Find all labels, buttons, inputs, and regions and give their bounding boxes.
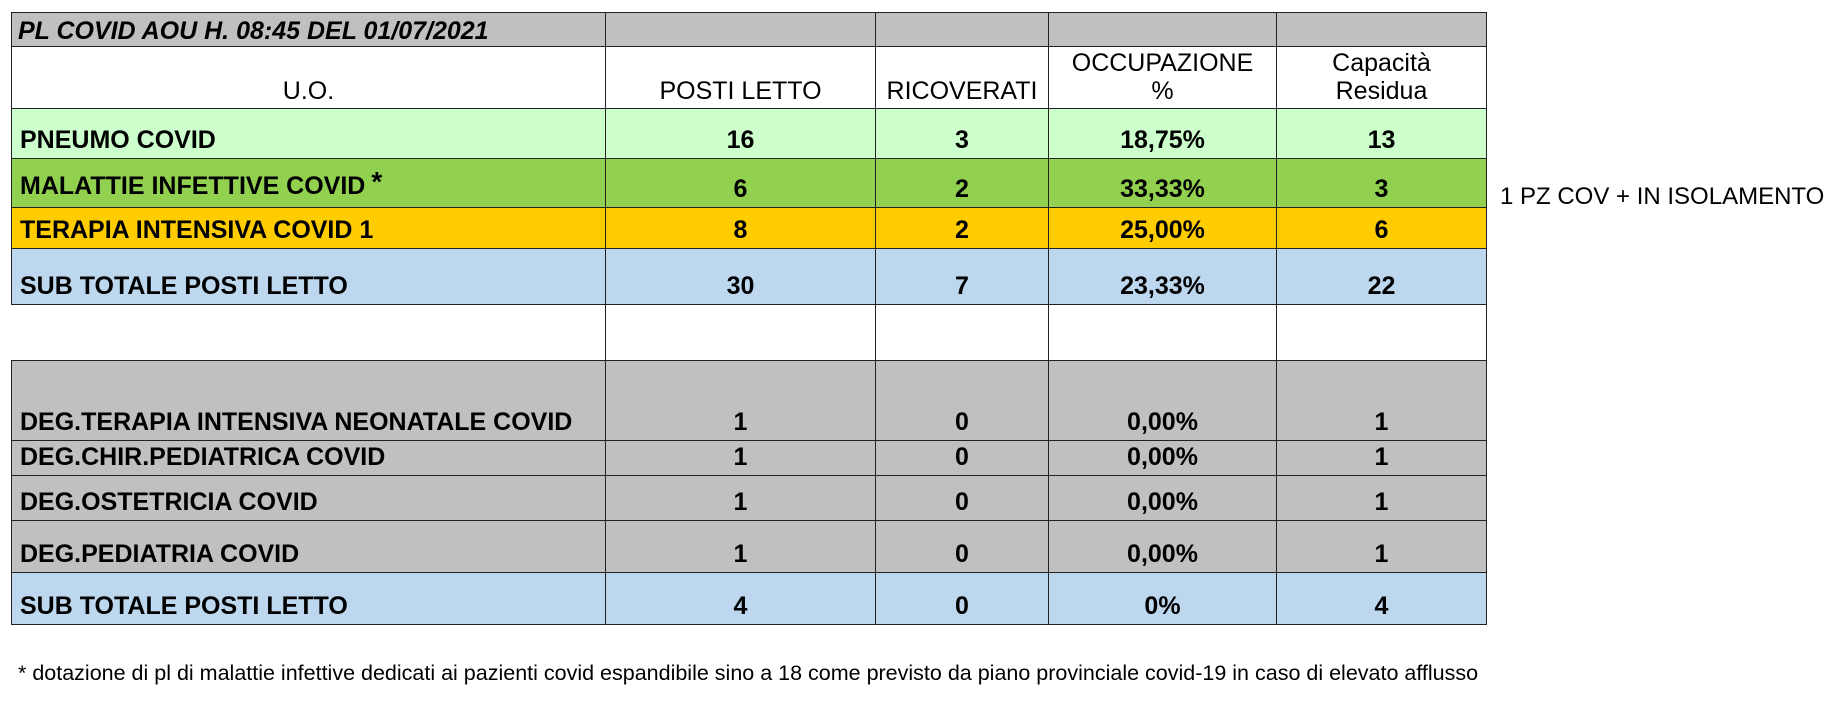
table-row [12,476,1487,521]
row-occupazione: 33,33% [1049,159,1277,208]
spacer-cell [876,305,1049,361]
covid-beds-table [11,12,1487,625]
table-row [12,159,1487,208]
row-posti-letto: 1 [606,476,876,521]
header-blank-cell [1049,13,1277,47]
row-uo [12,159,606,208]
row-occupazione: 0,00% [1049,441,1277,476]
row-ricoverati: 0 [876,573,1049,625]
footnote-marker: * [371,166,383,197]
row-uo-label: MALATTIE INFETTIVE COVID [20,172,366,200]
spacer-cell [1277,305,1487,361]
row-occupazione: 18,75% [1049,109,1277,159]
spacer-cell [1049,305,1277,361]
row-ricoverati: 0 [876,476,1049,521]
row-posti-letto: 1 [606,521,876,573]
col-header-occupazione: OCCUPAZIONE % [1049,47,1277,109]
footnote: * dotazione di pl di malattie infettive dedicati ai pazienti covid espandibile sino a 18 come previsto da piano provinciale covid-19 in caso di elevato afflusso [18,661,1479,685]
header-blank-cell [876,13,1049,47]
row-uo: PNEUMO COVID [12,109,606,159]
subtotal-row [12,249,1487,305]
row-occupazione: 25,00% [1049,208,1277,249]
row-uo: DEG.PEDIATRIA COVID [12,521,606,573]
table-row [12,361,1487,441]
header-blank-cell [1277,13,1487,47]
row-uo: DEG.OSTETRICIA COVID [12,476,606,521]
header-blank-cell [606,13,876,47]
row-capacita: 1 [1277,521,1487,573]
row-ricoverati: 2 [876,208,1049,249]
col-header-ricoverati: RICOVERATI [876,47,1049,109]
row-occupazione: 0,00% [1049,521,1277,573]
row-capacita: 1 [1277,476,1487,521]
row-posti-letto: 30 [606,249,876,305]
subtotal-row [12,573,1487,625]
row-ricoverati: 3 [876,109,1049,159]
row-posti-letto: 8 [606,208,876,249]
col-header-capacita: Capacità Residua [1277,47,1487,109]
row-capacita: 1 [1277,361,1487,441]
table-row [12,208,1487,249]
table-row [12,109,1487,159]
row-uo: SUB TOTALE POSTI LETTO [12,249,606,305]
row-ricoverati: 0 [876,521,1049,573]
row-capacita: 1 [1277,441,1487,476]
row-capacita: 4 [1277,573,1487,625]
row-capacita: 6 [1277,208,1487,249]
row-uo: TERAPIA INTENSIVA COVID 1 [12,208,606,249]
spacer-cell [12,305,606,361]
row-capacita: 13 [1277,109,1487,159]
side-note: 1 PZ COV + IN ISOLAMENTO [1500,183,1824,210]
row-capacita: 3 [1277,159,1487,208]
row-posti-letto: 1 [606,441,876,476]
row-ricoverati: 2 [876,159,1049,208]
row-capacita: 22 [1277,249,1487,305]
row-posti-letto: 1 [606,361,876,441]
row-occupazione: 23,33% [1049,249,1277,305]
row-uo: SUB TOTALE POSTI LETTO [12,573,606,625]
row-uo: DEG.TERAPIA INTENSIVA NEONATALE COVID [12,361,606,441]
col-header-uo: U.O. [12,47,606,109]
row-occupazione: 0,00% [1049,476,1277,521]
spacer-row [12,305,1487,361]
spacer-cell [606,305,876,361]
table-row [12,441,1487,476]
row-occupazione: 0,00% [1049,361,1277,441]
row-uo: DEG.CHIR.PEDIATRICA COVID [12,441,606,476]
row-ricoverati: 0 [876,361,1049,441]
row-ricoverati: 7 [876,249,1049,305]
row-ricoverati: 0 [876,441,1049,476]
table-title: PL COVID AOU H. 08:45 DEL 01/07/2021 [12,13,606,47]
col-header-posti-letto: POSTI LETTO [606,47,876,109]
table-row [12,521,1487,573]
row-posti-letto: 4 [606,573,876,625]
row-occupazione: 0% [1049,573,1277,625]
row-posti-letto: 6 [606,159,876,208]
row-posti-letto: 16 [606,109,876,159]
